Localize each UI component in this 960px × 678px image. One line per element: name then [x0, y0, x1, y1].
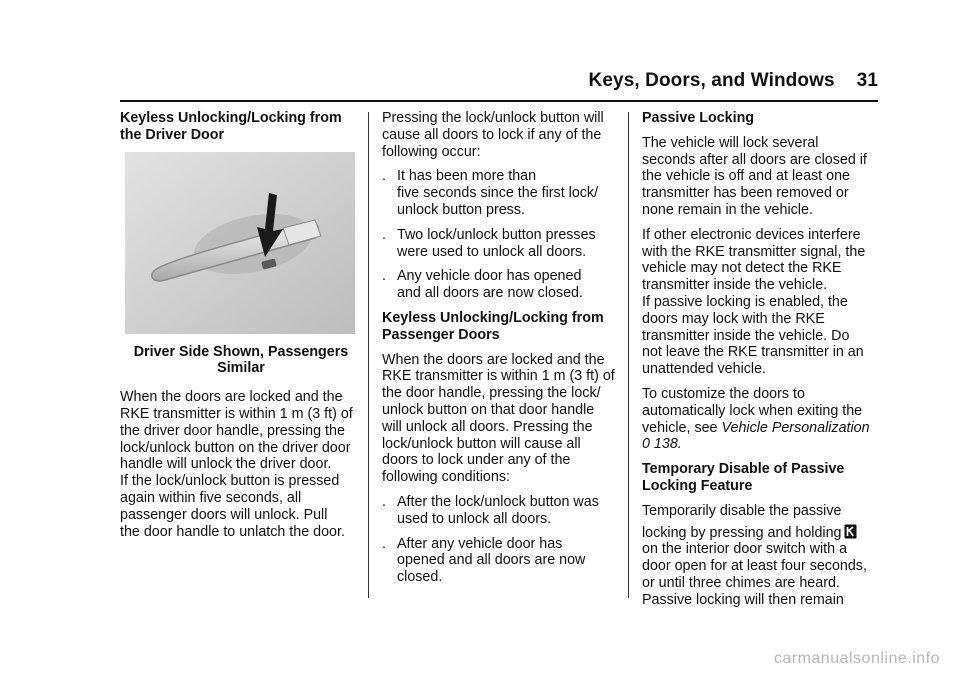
door-handle-illustration	[125, 152, 355, 334]
list-item: . Any vehicle door has opened and all doors are now closed.	[382, 268, 583, 302]
heading-driver-door: Keyless Unlocking/Locking from the Driver Door	[120, 110, 342, 143]
passive-locking-paragraph: The vehicle will lock several seconds after all doors are closed if the vehicle is off and at least one transmitter has been removed or none remain in the vehicle.	[642, 134, 867, 218]
list-item: . After any vehicle door has opened and all doors are now closed.	[382, 535, 586, 586]
header-rule	[120, 100, 878, 102]
column-2	[382, 110, 618, 594]
door-unlock-key-icon	[844, 524, 857, 539]
list-item: . After the lock/unlock button was used to unlock all doors.	[382, 493, 599, 527]
heading-passenger-doors: Keyless Unlocking/Locking from Passenger Doors	[382, 309, 604, 343]
figure-caption: Driver Side Shown, Passengers Similar	[133, 343, 349, 377]
list-item: . It has been more than five seconds since the first lock/ unlock button press.	[382, 168, 599, 218]
driver-door-paragraph: When the doors are locked and the RKE transmitter is within 1 m (3 ft) of the driver door handle, pressing the lock/unlock button on the driver door handle will unlock the driver door. If the lock/unlock button is pressed again within five seconds, all passenger doors will unlock. Pull the door handle to unlatch the door.	[120, 389, 353, 540]
heading-temporary-disable: Temporary Disable of Passive Locking Feature	[642, 461, 845, 494]
page-reference[interactable]: 0 138	[642, 436, 678, 453]
lock-intro-paragraph: Pressing the lock/unlock button will cause all doors to lock if any of the following occur:	[382, 110, 604, 160]
list-item: . Two lock/unlock button presses were used to unlock all doors.	[382, 226, 596, 260]
temporary-disable-paragraph: Temporarily disable the passive locking by pressing and holding on the interior door switch with a door open for at least four seconds, or until three chimes are heard. Passive locking will then remain	[642, 502, 867, 608]
passenger-door-paragraph: When the doors are locked and the RKE transmitter is within 1 m (3 ft) of the door handle, pressing the lock/ unlock button on that door handle will unlock all doors. Pressing the lock/unlock button will cause all doors to lock under any of the following conditions:	[382, 351, 615, 486]
heading-passive-locking: Passive Locking	[642, 110, 755, 126]
column-1	[120, 110, 356, 548]
page-number: 31	[856, 70, 878, 91]
section-title: Keys, Doors, and Windows	[588, 70, 835, 91]
interference-paragraph: If other electronic devices interfere with the RKE transmitter signal, the vehicle may not detect the RKE transmitter inside the vehicle. If passive locking is enabled, the doors may lock with the RKE transmitter inside the vehicle. Do not leave the RKE transmitter in an unattended vehicle.	[642, 226, 866, 378]
customize-paragraph: To customize the doors to automatically lock when exiting the vehicle, see Vehicle Personalization 0 138.	[642, 385, 870, 453]
column-divider-1	[368, 112, 369, 598]
page-header	[560, 70, 878, 92]
vehicle-personalization-link[interactable]: Vehicle Personalization	[721, 419, 870, 436]
watermark: carmanualsonline.info	[773, 650, 940, 667]
column-3	[642, 110, 878, 617]
column-divider-2	[628, 112, 629, 598]
